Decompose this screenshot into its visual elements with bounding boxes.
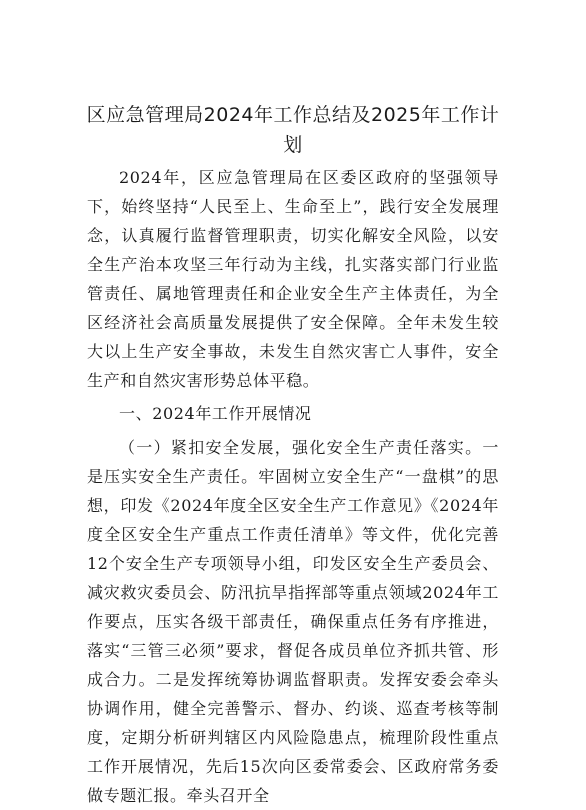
intro-paragraph: 2024年，区应急管理局在区委区政府的坚强领导下，始终坚持“人民至上、生命至上”，践行安全发展理念，认真履行监督管理职责，切实化解安全风险，以安全生产治本攻坚三年行动为主线，扎实落实部门行业监管责任、属地管理责任和企业安全生产主体责任，为全区经济社会高质量发展提供了安全保障。全年未发生较大以上生产安全事故，未发生自然灾害亡人事件，安全生产和自然灾害形势总体平稳。 (87, 168, 499, 390)
document-title: 区应急管理局2024年工作总结及2025年工作计划 (86, 104, 500, 156)
section-paragraph: （一）紧扣安全发展，强化安全生产责任落实。一是压实安全生产责任。牢固树立安全生产“一盘棋”的思想，印发《2024年度全区安全生产工作意见》《2024年度全区安全生产重点工作责任清单》等文件，优化完善12个安全生产专项领导小组，印发区安全生产委员会、减灾救灾委员会、防汛抗旱指挥部等重点领域2024年工作要点，压实各级干部责任，确保重点任务有序推进，落实“三管三必须”要求，督促各成员单位齐抓共管、形成合力。二是发挥统筹协调监督职责。发挥安委会牵头协调作用，健全完善警示、督办、约谈、巡查考核等制度，定期分析研判辖区内风险隐患点，梳理阶段性重点工作开展情况，先后15次向区委常委会、区政府常务委做专题汇报。牵头召开全 (87, 438, 499, 805)
document-body (87, 163, 499, 810)
section-heading: 一、2024年工作开展情况 (119, 404, 312, 423)
